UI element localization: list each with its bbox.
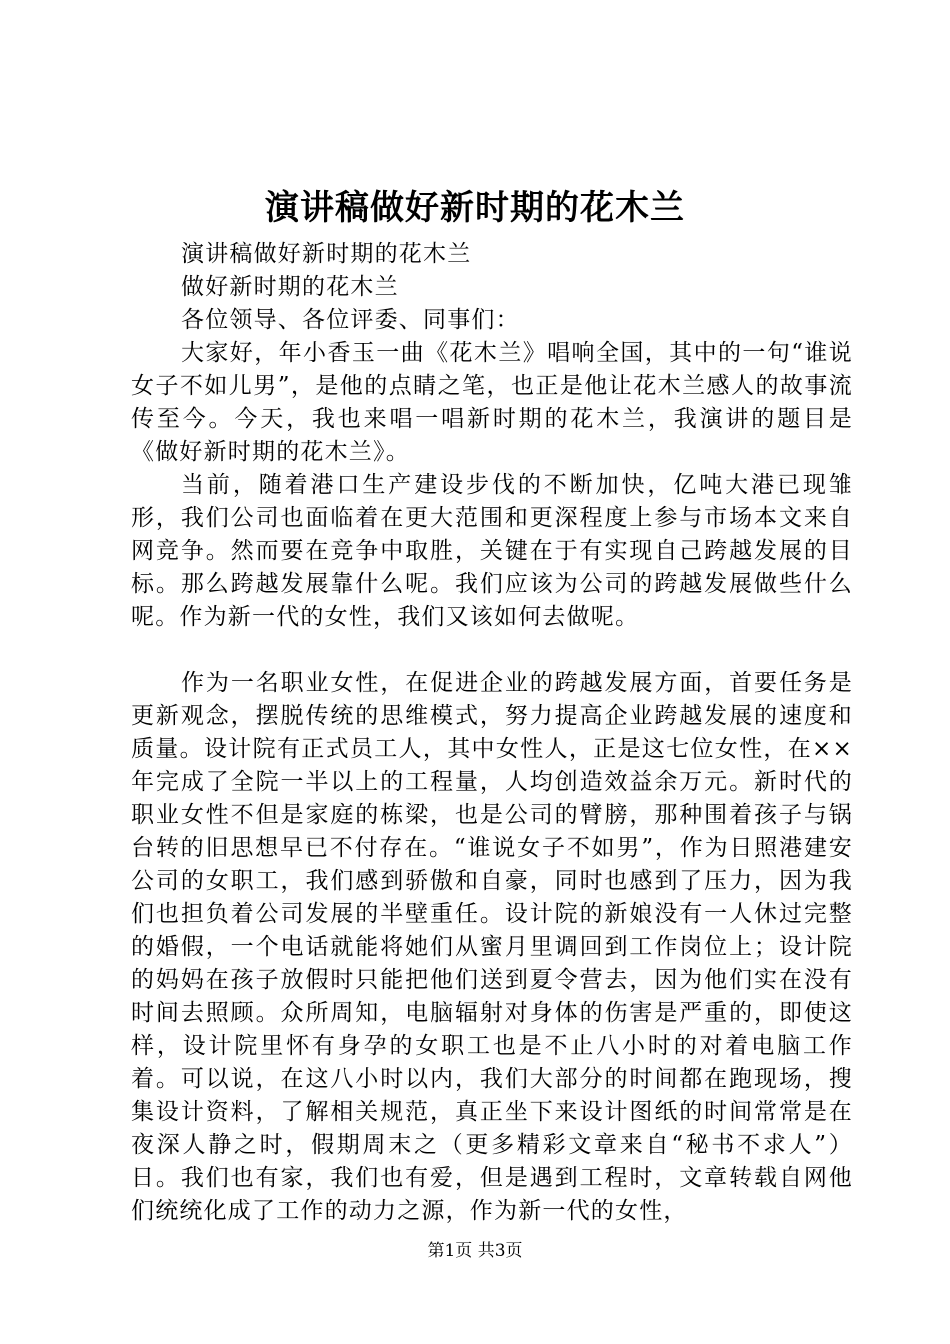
paragraph-salutation: 各位领导、各位评委、同事们： [181,307,520,333]
document-title: 演讲稿做好新时期的花木兰 [265,188,685,228]
paragraph-subtitle: 做好新时期的花木兰 [181,274,399,300]
paragraph-intro: 大家好，年小香玉一曲《花木兰》唱响全国，其中的一句“谁说女子不如儿男”，是他的点睛之笔，也正是他让花木兰感人的故事流传至今。今天，我也来唱一唱新时期的花木兰，我演讲的题目是《做好新时期的花木兰》。 [131,340,853,465]
paragraph-heading-repeat: 演讲稿做好新时期的花木兰 [181,241,472,267]
document-body [131,238,853,1228]
paragraph-context: 当前，随着港口生产建设步伐的不断加快，亿吨大港已现雏形，我们公司也面临着在更大范围和更深程度上参与市场本文来自网竞争。然而要在竞争中取胜，关键在于有实现自己跨越发展的目标。那么跨越发展靠什么呢。我们应该为公司的跨越发展做些什么呢。作为新一代的女性，我们又该如何去做呢。 [131,472,853,630]
page-footer: 第1页 共3页 [427,1241,523,1261]
paragraph-main: 作为一名职业女性，在促进企业的跨越发展方面，首要任务是更新观念，摆脱传统的思维模式，努力提高企业跨越发展的速度和质量。设计院有正式员工人，其中女性人，正是这七位女性，在××年完成了全院一半以上的工程量，人均创造效益余万元。新时代的职业女性不但是家庭的栋梁，也是公司的臂膀，那种围着孩子与锅台转的旧思想早已不付存在。“谁说女子不如男”，作为日照港建安公司的女职工，我们感到骄傲和自豪，同时也感到了压力，因为我们也担负着公司发展的半壁重任。设计院的新娘没有一人休过完整的婚假，一个电话就能将她们从蜜月里调回到工作岗位上；设计院的妈妈在孩子放假时只能把他们送到夏令营去，因为他们实在没有时间去照顾。众所周知，电脑辐射对身体的伤害是严重的，即使这样，设计院里怀有身孕的女职工也是不止八小时的对着电脑工作着。可以说，在这八小时以内，我们大部分的时间都在跑现场，搜集设计资料，了解相关规范，真正坐下来设计图纸的时间常常是在夜深人静之时，假期周末之（更多精彩文章来自“秘书不求人”）日。我们也有家，我们也有爱，但是遇到工程时，文章转载自网他们统统化成了工作的动力之源，作为新一代的女性， [131,670,853,1224]
